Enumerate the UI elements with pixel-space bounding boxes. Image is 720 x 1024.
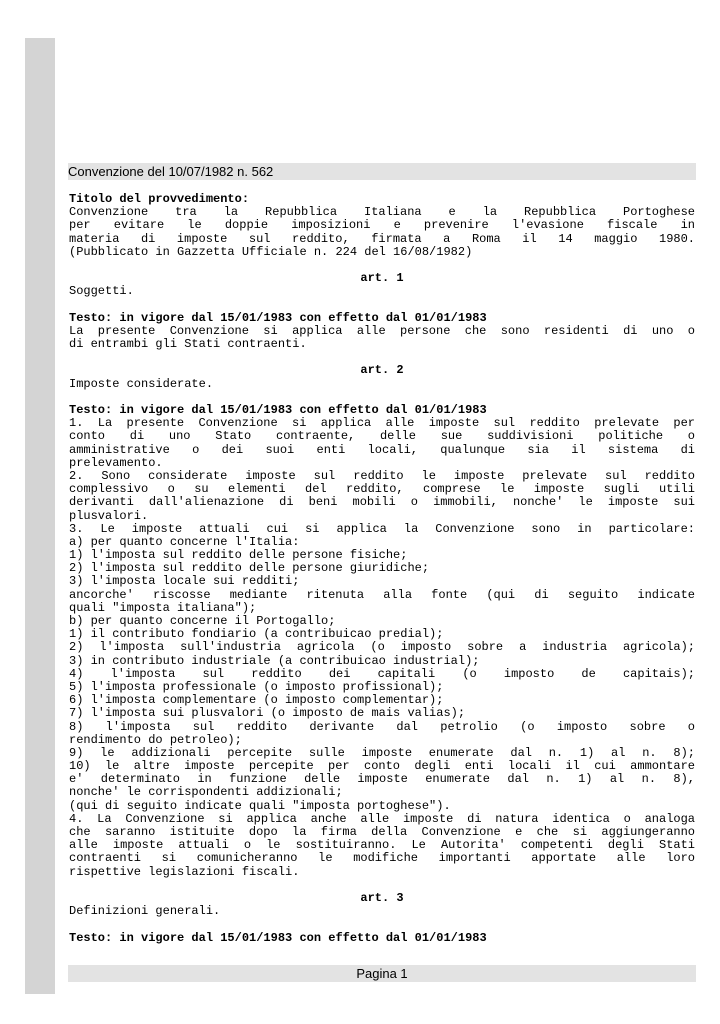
article-text-line: 2) l'imposta sull'industria agricola (o imposto sobre a industria agricola); [69,640,695,655]
article-text-line: 5) l'imposta professionale (o imposto profissional); [69,679,444,694]
article-text-line: quali "imposta italiana"); [69,600,257,615]
article-text-line: 1. La presente Convenzione si applica alle imposte sul reddito prelevate per [69,416,695,431]
article-text-line: 8) l'imposta sul reddito derivante dal petrolio (o imposto sobre o [69,719,695,734]
article-text-line: che saranno istituite dopo la firma della Convenzione e che si aggiungeranno [69,825,695,839]
title-line: materia di imposte sul reddito, firmata a Roma il 14 maggio 1980. [69,231,695,246]
article-text-line: 1) l'imposta sul reddito delle persone fisiche; [69,548,408,563]
article-heading: art. 3 [360,890,404,905]
title-line: Convenzione tra la Repubblica Italiana e la Repubblica Portoghese [69,205,695,220]
article-subject: Soggetti. [69,284,134,299]
sidebar-band [25,38,77,994]
title-heading: Titolo del provvedimento: [69,192,250,206]
article-subject: Definizioni generali. [69,904,221,919]
article-text-line: b) per quanto concerne il Portogallo; [69,614,336,628]
page-number: Pagina 1 [356,966,408,981]
article-text-line: 4) l'imposta sul reddito dei capitali (o imposto de capitais); [69,666,695,681]
article-text-line: 3) in contributo industriale (a contribuicao industrial); [69,653,480,668]
title-line: per evitare le doppie imposizioni e prevenire l'evasione fiscale in [69,218,695,233]
article-text-line: 3. Le imposte attuali cui si applica la Convenzione sono in particolare: [69,521,695,536]
article-text-line: 4. La Convenzione si applica anche alle imposte di natura identica o analoga [69,811,695,826]
sidebar-watermark: Servizio di documentazione tributaria [52,341,77,745]
article-text-line: 3) l'imposta locale sui redditi; [69,574,300,589]
article-text-line: 2. Sono considerate imposte sul reddito le imposte prelevate sul reddito [69,468,695,483]
article-text-line: rispettive legislazioni fiscali. [69,864,300,879]
article-text-line: plusvalori. [69,508,149,523]
article-vigore: Testo: in vigore dal 15/01/1983 con effetto dal 01/01/1983 [69,403,487,417]
article-text-line: conto di uno Stato contraente, delle sue suddivisioni politiche o [69,429,695,444]
article-text-line: contraenti si comunicheranno le modifiche importanti apportate alle loro [69,851,695,866]
publication-note: (Pubblicato in Gazzetta Ufficiale n. 224 del 16/08/1982) [69,244,473,259]
article-vigore: Testo: in vigore dal 15/01/1983 con effetto dal 01/01/1983 [69,310,487,325]
document-header: Convenzione del 10/07/1982 n. 562 [68,164,274,179]
article-text-line: e' determinato in funzione delle imposte enumerate dal n. 1) al n. 8), [69,772,695,787]
article-text-line: ancorche' riscosse mediante ritenuta alla fonte (qui di seguito indicate [69,587,695,602]
article-text-line: La presente Convenzione si applica alle persone che sono residenti di uno o [69,323,695,338]
article-text-line: di entrambi gli Stati contraenti. [69,337,307,352]
article-text-line: 2) l'imposta sul reddito delle persone giuridiche; [69,561,430,576]
article-text-line: rendimento do petroleo); [69,732,242,747]
article-vigore: Testo: in vigore dal 15/01/1983 con effetto dal 01/01/1983 [69,930,487,945]
article-text-line: complessivo o su elementi del reddito, comprese le imposte sugli utili [69,482,695,497]
article-text-line: 1) il contributo fondiario (a contribuicao predial); [69,627,444,642]
document-body [69,193,695,945]
article-text-line: amministrative o dei suoi enti locali, qualunque sia il sistema di [69,442,695,457]
article-text-line: alle imposte attuali o le sostituiranno. Le Autorita' competenti degli Stati [69,838,695,853]
article-text-line: prelevamento. [69,455,163,470]
article-text-line: derivanti dall'alienazione di beni mobili o immobili, nonche' le imposte sui [69,495,695,510]
article-text-line: 9) le addizionali percepite sulle imposte enumerate dal n. 1) al n. 8); [69,745,695,760]
article-text-line: (qui di seguito indicate quali "imposta portoghese"). [69,798,451,813]
article-subject: Imposte considerate. [69,376,214,391]
article-text-line: 7) l'imposta sui plusvalori (o imposto de mais valias); [69,706,466,721]
article-heading: art. 1 [360,271,404,286]
article-heading: art. 2 [360,363,404,378]
article-text-line: nonche' le corrispondenti addizionali; [69,785,343,800]
article-text-line: a) per quanto concerne l'Italia: [69,534,300,549]
article-text-line: 6) l'imposta complementare (o imposto complementar); [69,693,444,708]
article-text-line: 10) le altre imposte percepite per conto degli enti locali il cui ammontare [69,759,695,774]
